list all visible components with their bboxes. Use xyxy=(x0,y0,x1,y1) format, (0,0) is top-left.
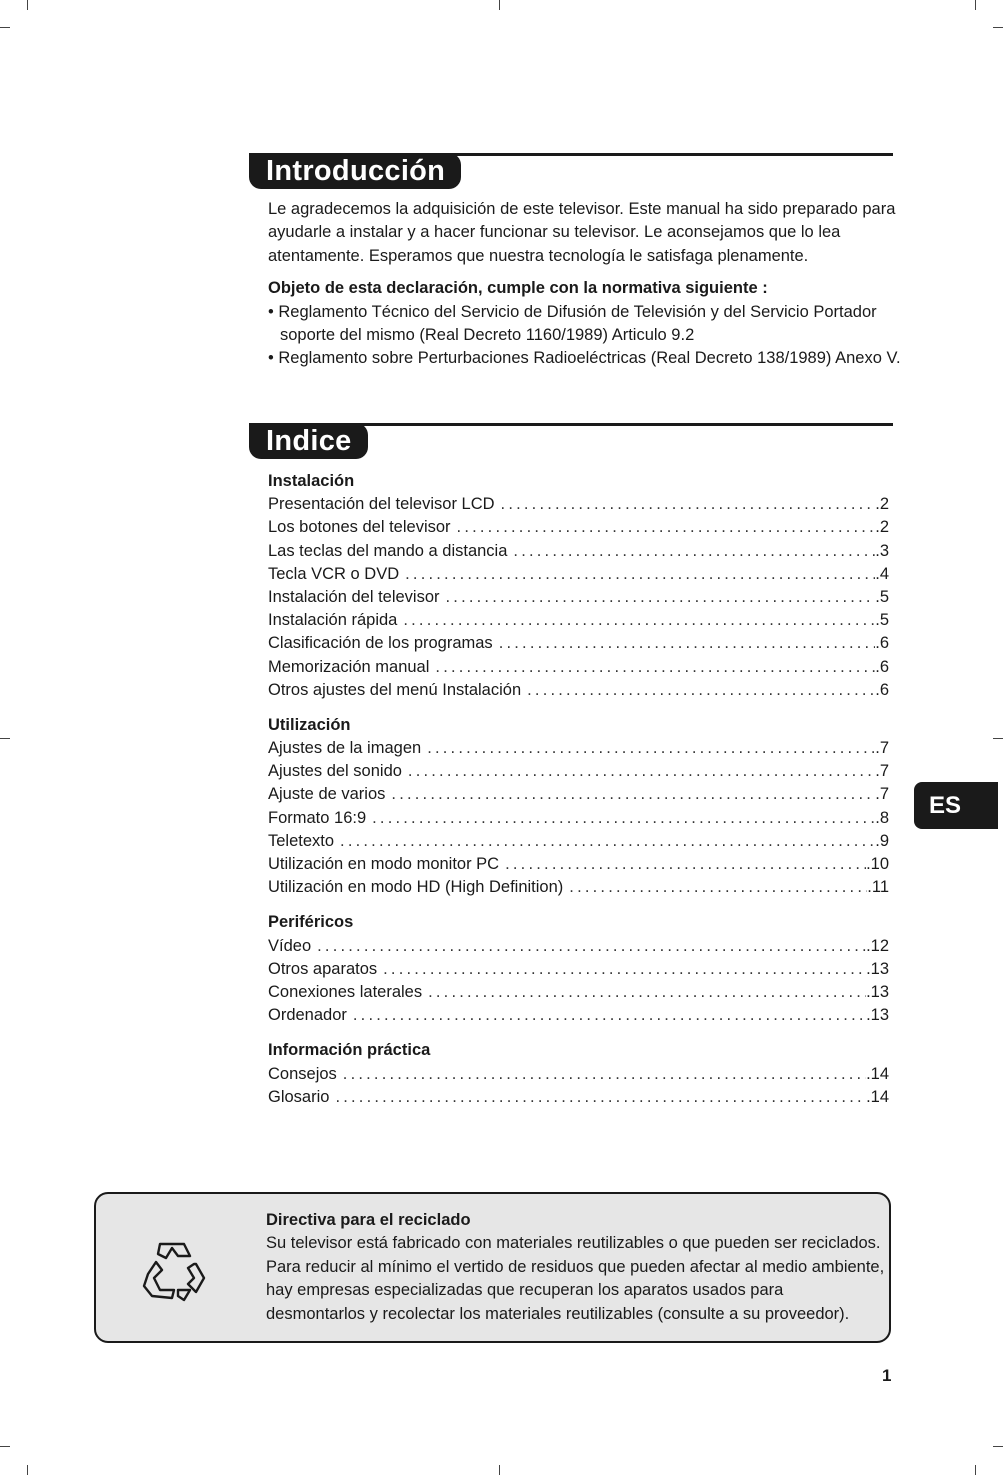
crop-mark xyxy=(499,0,500,10)
toc-leader-dots xyxy=(343,1063,866,1086)
toc-entry xyxy=(268,830,889,853)
toc-leader-dots xyxy=(391,783,875,806)
toc-entry-page: .7 xyxy=(875,762,889,781)
toc-entry-label: Ajustes de la imagen xyxy=(268,739,422,758)
recycling-text xyxy=(266,1209,886,1326)
recycling-body: Su televisor está fabricado con materiales reutilizables o que pueden ser reciclados. Para reducir al mínimo el vertido de residuos que pueden afectar al medio ambiente, hay empresas especializadas que recuperan los aparatos usados para desmontarlos y recolectar los materiales reutilizables (consulte a su proveedor). xyxy=(266,1234,885,1323)
toc-leader-dots xyxy=(340,830,875,853)
toc-entry-page: .6 xyxy=(875,680,889,699)
toc-entry-label: Presentación del televisor LCD xyxy=(268,495,495,514)
toc-entry-page: .2 xyxy=(875,518,889,537)
language-tab: ES xyxy=(914,782,998,829)
crop-mark xyxy=(0,1446,10,1447)
toc-group-title: Utilización xyxy=(268,715,351,734)
toc-entry xyxy=(268,1004,889,1027)
toc-leader-dots xyxy=(457,516,876,539)
crop-mark xyxy=(499,1465,500,1475)
toc-entry-page: .4 xyxy=(875,564,889,583)
toc-entry xyxy=(268,540,889,563)
toc-group-title: Periféricos xyxy=(268,913,354,932)
recycle-icon xyxy=(138,1234,210,1306)
toc-entry-label: Los botones del televisor xyxy=(268,518,451,537)
toc-leader-dots xyxy=(353,1004,866,1027)
toc-entry-label: Ajustes del sonido xyxy=(268,762,402,781)
toc-entry-page: .8 xyxy=(875,808,889,827)
toc-entry-page: .7 xyxy=(875,785,889,804)
toc-leader-dots xyxy=(505,853,866,876)
recycling-notice xyxy=(94,1192,891,1343)
toc-entry xyxy=(268,656,889,679)
toc-entry-page: .13 xyxy=(866,982,889,1001)
toc-entry-page: .5 xyxy=(875,587,889,606)
toc-leader-dots xyxy=(569,876,867,899)
crop-mark xyxy=(27,1465,28,1475)
toc-entry xyxy=(268,876,889,899)
toc-group-title: Instalación xyxy=(268,472,355,490)
declaration-bullet: • Reglamento Técnico del Servicio de Difusión de Televisión y del Servicio Portador soporte del mismo (Real Decreto 1160/1989) Articulo 9.2 xyxy=(268,302,877,345)
declaration-bullet: • Reglamento sobre Perturbaciones Radioeléctricas (Real Decreto 138/1989) Anexo V. xyxy=(268,349,901,368)
toc-entry-page: .13 xyxy=(866,959,889,978)
toc-leader-dots xyxy=(408,760,875,783)
toc-leader-dots xyxy=(383,958,866,981)
toc-leader-dots xyxy=(501,493,876,516)
toc-entry-label: Formato 16:9 xyxy=(268,808,367,827)
toc-entry-page: .6 xyxy=(875,634,889,653)
toc-leader-dots xyxy=(405,563,875,586)
toc-entry xyxy=(268,632,889,655)
declaration-title: Objeto de esta declaración, cumple con la normativa siguiente : xyxy=(268,279,768,298)
toc-leader-dots xyxy=(527,679,875,702)
toc-entry-label: Clasificación de los programas xyxy=(268,634,493,653)
toc-entry-page: .14 xyxy=(866,1064,889,1083)
toc-entry xyxy=(268,1086,889,1109)
crop-mark xyxy=(993,738,1003,739)
toc-entry-label: Teletexto xyxy=(268,831,335,850)
toc-entry xyxy=(268,958,889,981)
crop-mark xyxy=(0,738,10,739)
toc-entry-page: .2 xyxy=(875,495,889,514)
toc-leader-dots xyxy=(499,632,876,655)
toc-entry-label: Utilización en modo HD (High Definition) xyxy=(268,878,564,897)
toc-leader-dots xyxy=(372,807,875,830)
toc-leader-dots xyxy=(428,981,866,1004)
crop-mark xyxy=(975,0,976,10)
toc-entry-page: .6 xyxy=(875,657,889,676)
toc-entry-label: Las teclas del mando a distancia xyxy=(268,541,508,560)
toc-group xyxy=(268,714,889,900)
toc-entry-label: Instalación del televisor xyxy=(268,587,440,606)
crop-mark xyxy=(993,1446,1003,1447)
crop-mark xyxy=(0,27,10,28)
toc-entry xyxy=(268,493,889,516)
toc-entry-label: Ajuste de varios xyxy=(268,785,386,804)
toc-entry xyxy=(268,609,889,632)
intro-paragraph: Le agradecemos la adquisición de este televisor. Este manual ha sido preparado para ayudarle a instalar y a hacer funcionar su televisor. Le aconsejamos que lo lea atentamente. Esperamos que nuestra tecnología le satisfaga plenamente. xyxy=(268,200,896,265)
toc-entry-label: Memorización manual xyxy=(268,657,430,676)
toc-group-title: Información práctica xyxy=(268,1041,431,1060)
crop-mark xyxy=(993,27,1003,28)
toc-entry-label: Conexiones laterales xyxy=(268,982,423,1001)
toc-entry-page: .9 xyxy=(875,831,889,850)
toc-group xyxy=(268,470,889,702)
recycling-title: Directiva para el reciclado xyxy=(266,1211,471,1229)
toc-entry xyxy=(268,1063,889,1086)
toc-entry-label: Vídeo xyxy=(268,936,312,955)
intro-heading: Introducción xyxy=(249,153,461,189)
toc-entry-label: Consejos xyxy=(268,1064,337,1083)
toc-group xyxy=(268,1039,889,1109)
table-of-contents xyxy=(268,470,889,1121)
toc-leader-dots xyxy=(446,586,876,609)
intro-section-header xyxy=(249,153,893,193)
toc-entry-label: Otros ajustes del menú Instalación xyxy=(268,680,522,699)
toc-entry-label: Instalación rápida xyxy=(268,611,398,630)
toc-entry-page: .12 xyxy=(866,936,889,955)
toc-entry xyxy=(268,679,889,702)
toc-leader-dots xyxy=(335,1086,866,1109)
toc-entry-label: Utilización en modo monitor PC xyxy=(268,855,500,873)
index-section-header xyxy=(249,423,893,463)
toc-entry-page: .13 xyxy=(866,1006,889,1025)
toc-entry xyxy=(268,853,889,876)
toc-entry-label: Otros aparatos xyxy=(268,959,378,978)
toc-entry xyxy=(268,516,889,539)
toc-entry xyxy=(268,760,889,783)
toc-entry-page: .5 xyxy=(875,611,889,630)
index-heading: Indice xyxy=(249,423,368,459)
toc-entry xyxy=(268,807,889,830)
toc-entry-label: Ordenador xyxy=(268,1006,347,1025)
crop-mark xyxy=(975,1465,976,1475)
toc-entry-label: Glosario xyxy=(268,1087,330,1106)
toc-entry-label: Tecla VCR o DVD xyxy=(268,564,400,583)
toc-entry-page: .14 xyxy=(866,1087,889,1106)
toc-leader-dots xyxy=(427,737,875,760)
toc-entry-page: .11 xyxy=(867,878,889,897)
crop-mark xyxy=(27,0,28,10)
toc-entry xyxy=(268,935,889,958)
toc-entry-page: .10 xyxy=(866,855,889,873)
toc-entry xyxy=(268,783,889,806)
toc-leader-dots xyxy=(435,656,875,679)
toc-group xyxy=(268,911,889,1027)
intro-body xyxy=(268,198,908,371)
toc-entry xyxy=(268,737,889,760)
toc-entry xyxy=(268,981,889,1004)
toc-leader-dots xyxy=(513,540,875,563)
toc-entry xyxy=(268,563,889,586)
toc-entry xyxy=(268,586,889,609)
toc-entry-page: .7 xyxy=(875,739,889,758)
toc-leader-dots xyxy=(317,935,866,958)
toc-entry-page: .3 xyxy=(875,541,889,560)
toc-leader-dots xyxy=(403,609,875,632)
page-number: 1 xyxy=(882,1366,892,1385)
